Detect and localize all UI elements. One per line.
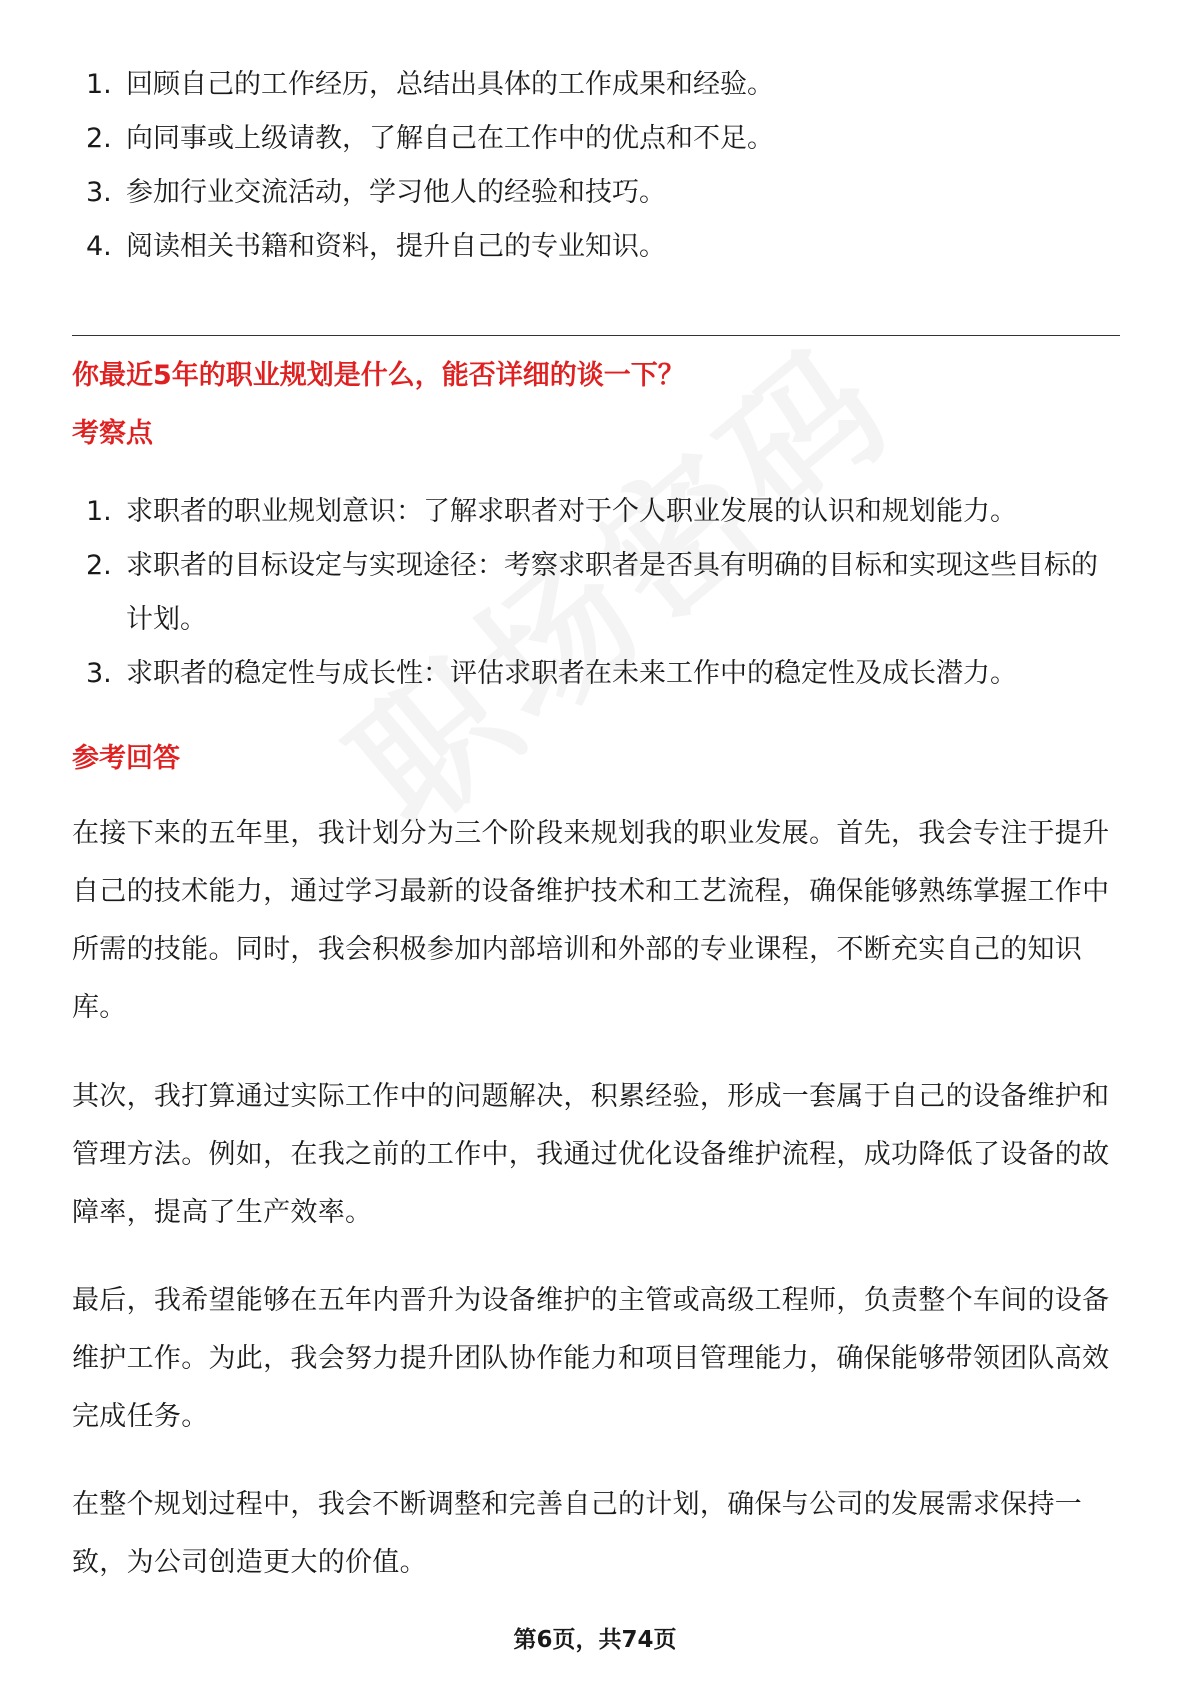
list-item [80,112,1120,166]
list-item-text: 求职者的稳定性与成长性：评估求职者在未来工作中的稳定性及成长潜力。 [126,658,1017,689]
list-item-text: 求职者的职业规划意识：了解求职者对于个人职业发展的认识和规划能力。 [126,496,1017,527]
list-item-text: 参加行业交流活动，学习他人的经验和技巧。 [126,177,666,208]
list-item [80,220,1120,274]
list-item-text: 向同事或上级请教，了解自己在工作中的优点和不足。 [126,123,774,154]
list-item [80,539,1120,647]
answer-paragraph-4: 在整个规划过程中，我会不断调整和完善自己的计划，确保与公司的发展需求保持一致，为公司创造更大的价值。 [72,1489,1083,1578]
list-item-number: 4. [86,231,112,262]
intro-list [80,58,1120,274]
list-item [80,647,1120,701]
focus-points-list [80,485,1120,701]
list-item [80,58,1120,112]
section-divider [72,335,1120,336]
list-item-number: 2. [86,550,112,581]
focus-points-label: 考察点 [72,418,153,449]
answer-paragraph-3: 最后，我希望能够在五年内晋升为设备维护的主管或高级工程师，负责整个车间的设备维护工作。为此，我会努力提升团队协作能力和项目管理能力，确保能够带领团队高效完成任务。 [72,1285,1110,1432]
answer-paragraph-1: 在接下来的五年里，我计划分为三个阶段来规划我的职业发展。首先，我会专注于提升自己的技术能力，通过学习最新的设备维护技术和工艺流程，确保能够熟练掌握工作中所需的技能。同时，我会积极参加内部培训和外部的专业课程，不断充实自己的知识库。 [72,818,1110,1023]
page-number-footer: 第6页，共74页 [513,1627,677,1653]
list-item-text: 求职者的目标设定与实现途径：考察求职者是否具有明确的目标和实现这些目标的计划。 [126,550,1098,635]
list-item-text: 回顾自己的工作经历，总结出具体的工作成果和经验。 [126,69,774,100]
list-item-number: 1. [86,69,112,100]
list-item [80,485,1120,539]
list-item-number: 1. [86,496,112,527]
list-item-number: 2. [86,123,112,154]
list-item-number: 3. [86,177,112,208]
list-item [80,166,1120,220]
reference-answer-label: 参考回答 [72,743,180,774]
question-heading: 你最近5年的职业规划是什么，能否详细的谈一下？ [72,360,685,391]
list-item-text: 阅读相关书籍和资料，提升自己的专业知识。 [126,231,666,262]
list-item-number: 3. [86,658,112,689]
answer-paragraph-2: 其次，我打算通过实际工作中的问题解决，积累经验，形成一套属于自己的设备维护和管理方法。例如，在我之前的工作中，我通过优化设备维护流程，成功降低了设备的故障率，提高了生产效率。 [72,1081,1110,1228]
